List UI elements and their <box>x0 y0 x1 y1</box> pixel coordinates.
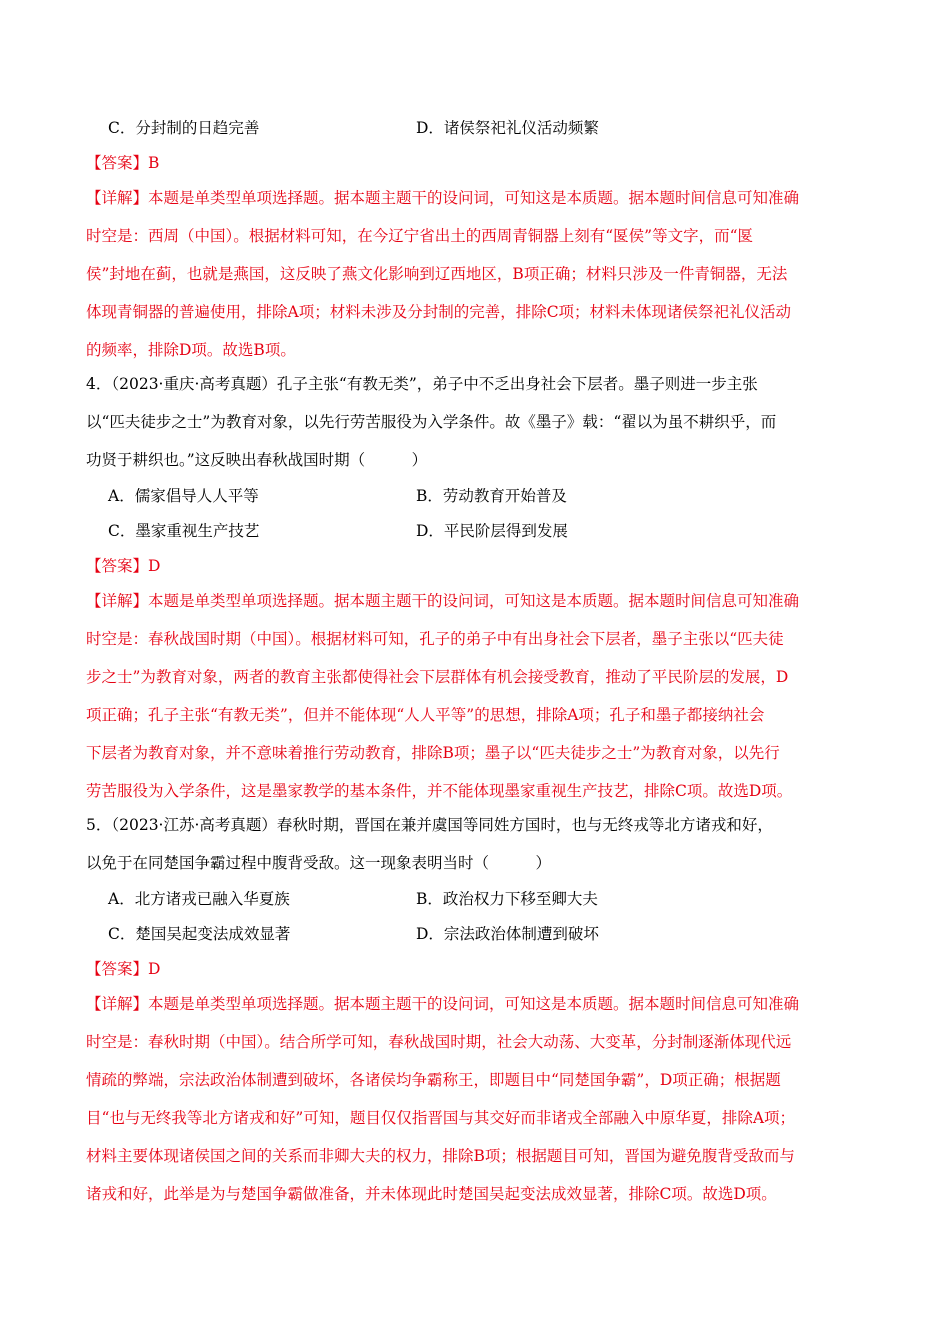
q3-detail-line: 体现青铜器的普遍使用，排除A项；材料未涉及分封制的完善，排除C项；材料未体现诸侯祭祀礼仪活动 <box>86 303 792 321</box>
q5-option-b: B．政治权力下移至卿大夫 <box>416 890 598 908</box>
q5-detail-line: 诸戎和好，此举是为与楚国争霸做准备，并未体现此时楚国吴起变法成效显著，排除C项。故选D项。 <box>86 1185 777 1203</box>
q4-stem-line: 功贤于耕织也。”这反映出春秋战国时期（ ） <box>86 451 428 469</box>
q4-detail-line: 步之士”为教育对象，两者的教育主张都使得社会下层群体有机会接受教育，推动了平民阶层的发展，D <box>86 668 789 686</box>
q3-detail-line: 【详解】本题是单类型单项选择题。据本题主题干的设问词，可知这是本质题。据本题时间信息可知准确 <box>86 189 800 207</box>
q4-answer: 【答案】D <box>86 557 161 575</box>
q3-option-c: C．分封制的日趋完善 <box>108 119 260 137</box>
q4-detail-line: 时空是：春秋战国时期（中国）。根据材料可知，孔子的弟子中有出身社会下层者，墨子主张以“匹夫徒 <box>86 630 784 648</box>
q5-detail-line: 【详解】本题是单类型单项选择题。据本题主题干的设问词，可知这是本质题。据本题时间信息可知准确 <box>86 995 800 1013</box>
q5-answer: 【答案】D <box>86 960 161 978</box>
q5-option-a: A．北方诸戎已融入华夏族 <box>108 890 290 908</box>
q3-detail-line: 的频率，排除D项。故选B项。 <box>86 341 296 359</box>
q5-option-c: C．楚国吴起变法成效显著 <box>108 925 291 943</box>
q4-option-b: B．劳动教育开始普及 <box>416 487 567 505</box>
q4-detail-line: 劳苦服役为入学条件，这是墨家教学的基本条件，并不能体现墨家重视生产技艺，排除C项。故选D项。 <box>86 782 793 800</box>
q4-stem-line: 4．（2023·重庆·高考真题）孔子主张“有教无类”，弟子中不乏出身社会下层者。墨子则进一步主张 <box>86 375 758 393</box>
q3-detail-line: 侯”封地在蓟，也就是燕国，这反映了燕文化影响到辽西地区，B项正确；材料只涉及一件青铜器，无法 <box>86 265 788 283</box>
q4-detail-line: 下层者为教育对象，并不意味着推行劳动教育，排除B项；墨子以“匹夫徒步之士”为教育对象，以先行 <box>86 744 780 762</box>
q4-detail-line: 项正确；孔子主张“有教无类”，但并不能体现“人人平等”的思想，排除A项；孔子和墨子都接纳社会 <box>86 706 765 724</box>
q5-stem-line: 5．（2023·江苏·高考真题）春秋时期，晋国在兼并虞国等同姓方国时，也与无终戎等北方诸戎和好， <box>86 816 773 834</box>
q5-option-d: D．宗法政治体制遭到破坏 <box>416 925 599 943</box>
q5-stem-line: 以免于在同楚国争霸过程中腹背受敌。这一现象表明当时（ ） <box>86 854 552 872</box>
q3-option-d: D．诸侯祭祀礼仪活动频繁 <box>416 119 599 137</box>
q4-option-c: C．墨家重视生产技艺 <box>108 522 260 540</box>
q5-detail-line: 情疏的弊端，宗法政治体制遭到破坏，各诸侯均争霸称王，即题目中“同楚国争霸”，D项正确；根据题 <box>86 1071 781 1089</box>
q3-detail-line: 时空是：西周（中国）。根据材料可知，在今辽宁省出土的西周青铜器上刻有“匽侯”等文字，而“匽 <box>86 227 754 245</box>
q4-detail-line: 【详解】本题是单类型单项选择题。据本题主题干的设问词，可知这是本质题。据本题时间信息可知准确 <box>86 592 800 610</box>
q5-detail-line: 材料主要体现诸侯国之间的关系而非卿大夫的权力，排除B项；根据题目可知，晋国为避免腹背受敌而与 <box>86 1147 795 1165</box>
q4-stem-line: 以“匹夫徒步之士”为教育对象，以先行劳苦服役为入学条件。故《墨子》载：“翟以为虽不耕织乎，而 <box>86 413 777 431</box>
q4-option-d: D．平民阶层得到发展 <box>416 522 568 540</box>
q3-answer: 【答案】B <box>86 154 160 172</box>
q4-option-a: A．儒家倡导人人平等 <box>108 487 259 505</box>
q5-detail-line: 目“也与无终我等北方诸戎和好”可知，题目仅仅指晋国与其交好而非诸戎全部融入中原华夏，排除A项； <box>86 1109 796 1127</box>
q5-detail-line: 时空是：春秋时期（中国）。结合所学可知，春秋战国时期，社会大动荡、大变革，分封制逐渐体现代远 <box>86 1033 792 1051</box>
